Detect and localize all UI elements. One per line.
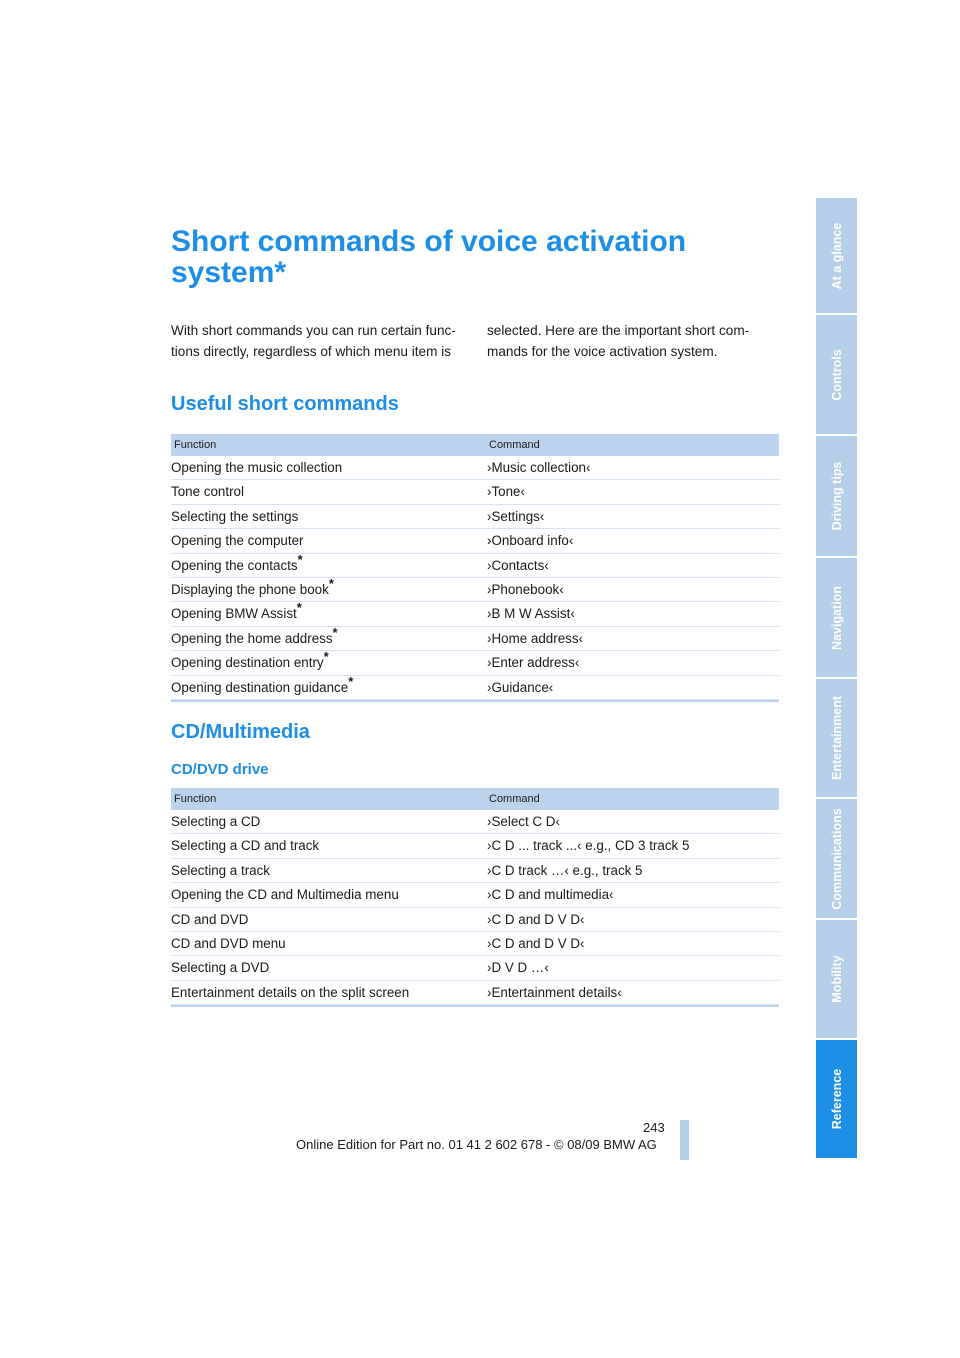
tab-reference[interactable]	[816, 1040, 857, 1158]
tab-at-a-glance[interactable]	[816, 198, 857, 313]
table-row	[171, 883, 779, 907]
cell-function-text: Opening the contacts	[171, 557, 298, 573]
cell-function-text: Selecting the settings	[171, 508, 299, 524]
cell-function	[171, 505, 298, 528]
table-body	[171, 456, 779, 700]
cell-function	[171, 810, 260, 833]
col-header-function: Function	[174, 793, 217, 805]
intro-right: selected. Here are the important short com- mands for the voice activation system.	[487, 323, 750, 359]
cell-function	[171, 480, 244, 503]
cell-command: ›Onboard info‹	[487, 533, 574, 549]
section-heading-cd-multimedia: CD/Multimedia	[171, 721, 310, 743]
cell-function	[171, 908, 248, 931]
table-row	[171, 956, 779, 980]
table-row	[171, 651, 779, 675]
cell-function-text: Opening destination entry	[171, 655, 324, 671]
cell-function-text: Opening the computer	[171, 533, 304, 549]
cell-command: ›C D track …‹ e.g., track 5	[487, 862, 643, 878]
cell-function-text: CD and DVD menu	[171, 935, 286, 951]
table-row	[171, 810, 779, 834]
tab-label: Communications	[829, 807, 844, 910]
cell-function	[171, 932, 286, 955]
col-header-command: Command	[489, 793, 540, 805]
cell-command: ›Music collection‹	[487, 460, 591, 475]
asterisk-mark: *	[296, 600, 302, 616]
tab-label: Reference	[829, 1068, 844, 1130]
table-row	[171, 456, 779, 480]
cell-function-text: Selecting a track	[171, 862, 270, 878]
cell-function	[171, 551, 303, 577]
tab-label: Entertainment	[829, 695, 844, 781]
tab-label: Driving tips	[829, 461, 844, 531]
title-line-2	[171, 257, 771, 288]
tab-label: Navigation	[829, 585, 844, 650]
table-body	[171, 810, 779, 1005]
cell-function	[171, 883, 399, 906]
table-row	[171, 932, 779, 956]
table-row	[171, 908, 779, 932]
cell-command: ›Select C D‹	[487, 814, 560, 829]
subheading-cd-dvd-drive: CD/DVD drive	[171, 761, 269, 778]
tab-communications[interactable]	[816, 799, 857, 918]
cell-function-text: Opening the CD and Multimedia menu	[171, 887, 399, 903]
cell-function-text: Selecting a CD	[171, 814, 261, 829]
cell-function	[171, 956, 269, 979]
chapter-tabs	[816, 198, 857, 1160]
cell-function-text: Selecting a CD and track	[171, 838, 320, 854]
page-number: 243	[643, 1120, 665, 1135]
tab-label: At a glance	[829, 222, 844, 289]
tab-label: Mobility	[829, 955, 844, 1003]
cell-command: ›Tone‹	[487, 484, 525, 500]
cd-dvd-commands-table	[171, 788, 779, 1007]
cell-command: ›Enter address‹	[487, 655, 580, 671]
table-row	[171, 624, 779, 651]
cell-function	[171, 575, 334, 601]
cell-function-text: Opening the home address	[171, 630, 333, 646]
cell-command: ›Phonebook‹	[487, 581, 564, 597]
cell-command: ›B M W Assist‹	[487, 606, 575, 622]
cell-function-text: Selecting a DVD	[171, 960, 270, 976]
table-row	[171, 673, 779, 700]
cell-command: ›C D and D V D‹	[487, 935, 585, 951]
table-end-rule	[171, 1005, 779, 1007]
asterisk-mark: *	[323, 649, 329, 665]
cell-function	[171, 673, 354, 699]
table-row	[171, 551, 779, 578]
table-row	[171, 834, 779, 858]
cell-function	[171, 529, 304, 552]
cell-function	[171, 456, 342, 479]
asterisk-mark: *	[297, 551, 303, 567]
cell-function-text: Displaying the phone book	[171, 581, 329, 597]
cell-command: ›Contacts‹	[487, 557, 549, 573]
section-heading-useful-short-commands: Useful short commands	[171, 393, 399, 415]
table-row	[171, 602, 779, 626]
cell-function-text: Tone control	[171, 484, 244, 500]
cell-command: ›Entertainment details‹	[487, 984, 622, 1000]
cell-command: ›Settings‹	[487, 508, 545, 524]
table-row	[171, 480, 779, 504]
cell-command: ›Guidance‹	[487, 679, 554, 695]
useful-commands-table	[171, 434, 779, 702]
title-asterisk: *	[274, 256, 287, 289]
tab-driving-tips[interactable]	[816, 436, 857, 556]
tab-entertainment[interactable]	[816, 679, 857, 797]
cell-function-text: Entertainment details on the split screen	[171, 984, 410, 1000]
intro-left: With short commands you can run certain func- tions directly, regardless of which menu item is	[171, 323, 456, 359]
footer-edition: Online Edition for Part no. 01 41 2 602 678 - © 08/09 BMW AG	[296, 1137, 657, 1152]
tab-label: Controls	[829, 348, 844, 401]
cell-function	[171, 981, 409, 1004]
table-row	[171, 529, 779, 553]
cell-command: ›Home address‹	[487, 630, 583, 646]
cell-function-text: Opening the music collection	[171, 460, 343, 475]
asterisk-mark: *	[332, 624, 338, 640]
title-line-1: Short commands of voice activation	[171, 225, 687, 258]
table-row	[171, 981, 779, 1005]
tab-mobility[interactable]	[816, 920, 857, 1038]
cell-function-text: Opening destination guidance	[171, 679, 349, 695]
tab-navigation[interactable]	[816, 558, 857, 677]
asterisk-mark: *	[328, 575, 334, 591]
page-marker-bar	[680, 1120, 689, 1160]
cell-function	[171, 624, 338, 650]
cell-command: ›C D and D V D‹	[487, 911, 585, 927]
cell-function	[171, 651, 329, 674]
tab-controls[interactable]	[816, 315, 857, 434]
title-line-2-text: system	[171, 256, 275, 289]
table-header	[171, 788, 779, 810]
col-header-function: Function	[174, 439, 217, 451]
page-title	[171, 226, 771, 288]
col-header-command: Command	[489, 439, 540, 451]
cell-command: ›D V D …‹	[487, 960, 549, 976]
table-row	[171, 505, 779, 529]
cell-function	[171, 834, 319, 857]
cell-command: ›C D and multimedia‹	[487, 887, 614, 903]
table-header	[171, 434, 779, 456]
table-end-rule	[171, 700, 779, 702]
table-row	[171, 859, 779, 883]
asterisk-mark: *	[348, 673, 354, 689]
cell-function-text: Opening BMW Assist	[171, 606, 297, 622]
cell-function	[171, 859, 270, 882]
cell-command: ›C D ... track ...‹ e.g., CD 3 track 5	[487, 838, 690, 854]
cell-function-text: CD and DVD	[171, 911, 249, 927]
cell-function	[171, 602, 302, 625]
table-row	[171, 575, 779, 602]
